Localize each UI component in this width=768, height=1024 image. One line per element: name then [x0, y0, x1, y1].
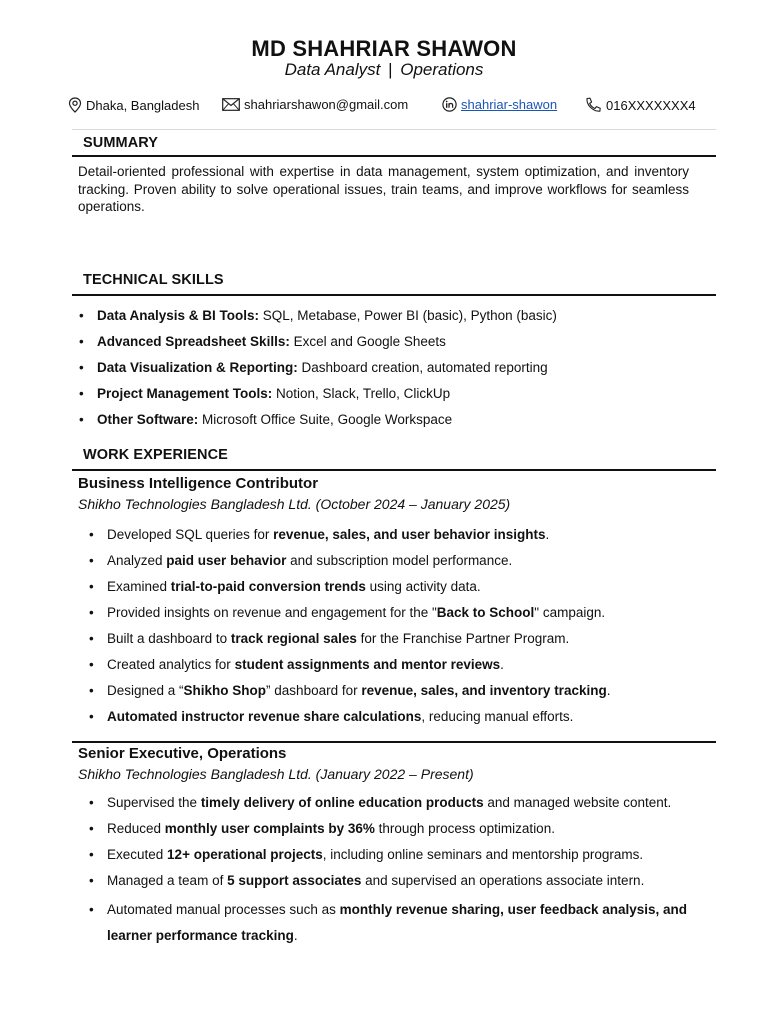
linkedin-icon: [442, 97, 457, 112]
job-divider: [72, 741, 716, 743]
bullet-bold: Shikho Shop: [183, 683, 267, 698]
job-title: Business Intelligence Contributor: [78, 475, 319, 492]
bullet-bold: timely delivery of online education products: [200, 795, 484, 810]
list-item: [107, 525, 610, 551]
experience-heading: WORK EXPERIENCE: [83, 447, 228, 463]
bullet-text: using activity data.: [365, 579, 481, 594]
bullet-text: .: [293, 928, 298, 943]
skill-label: Data Visualization & Reporting:: [97, 360, 298, 375]
envelope-icon: [222, 98, 240, 111]
bullet-text: , reducing manual efforts.: [421, 709, 574, 724]
bullet-bold: student assignments and mentor reviews: [234, 657, 501, 672]
bullet-text: Reduced: [107, 821, 165, 836]
summary-text: Detail-oriented professional with expertise in data management, system optimization, and inventory tracking. Proven ability to solve operational issues, train teams, and improve workflows for seamless operations.: [78, 164, 689, 214]
bullet-text: Provided insights on revenue and engagement for the ": [107, 605, 437, 620]
bullet-text: through process optimization.: [374, 821, 555, 836]
bullet-text: and supervised an operations associate intern.: [361, 873, 645, 888]
experience-rule: [72, 469, 716, 471]
role-separator: |: [388, 60, 393, 79]
bullet-text: .: [500, 657, 504, 672]
bullet-text: and subscription model performance.: [286, 553, 513, 568]
location-pin-icon: [68, 97, 82, 113]
list-item: [107, 655, 610, 681]
skill-value: Microsoft Office Suite, Google Workspace: [198, 412, 453, 427]
list-item: [107, 897, 707, 949]
contact-linkedin[interactable]: [442, 97, 557, 112]
bullet-text: .: [606, 683, 611, 698]
contact-phone: [584, 97, 696, 113]
list-item: [107, 845, 707, 871]
list-item: [107, 707, 610, 733]
bullet-text: Automated manual processes such as: [107, 902, 340, 917]
bullet-text: , including online seminars and mentorship programs.: [322, 847, 644, 862]
skill-value: Excel and Google Sheets: [289, 334, 446, 349]
bullet-text: Analyzed: [107, 553, 167, 568]
job-bullets: [107, 793, 707, 949]
list-item: [107, 577, 610, 603]
job-title: Senior Executive, Operations: [78, 745, 287, 762]
skill-item: [97, 306, 557, 332]
skill-value: Dashboard creation, automated reporting: [297, 360, 548, 375]
list-item: [107, 551, 610, 577]
email-text[interactable]: shahriarshawon@gmail.com: [244, 97, 409, 112]
bullet-text: Created analytics for: [107, 657, 235, 672]
skills-heading: TECHNICAL SKILLS: [83, 272, 224, 288]
bullet-bold: track regional sales: [230, 631, 357, 646]
skill-label: Project Management Tools:: [97, 386, 273, 401]
candidate-role: [0, 60, 768, 80]
bullet-text: " campaign.: [534, 605, 606, 620]
bullet-bold: Automated instructor revenue share calculations: [107, 709, 422, 724]
bullet-bold: monthly user complaints by 36%: [164, 821, 375, 836]
list-item: [107, 603, 610, 629]
role-sub: Operations: [400, 60, 484, 79]
location-text: Dhaka, Bangladesh: [86, 97, 200, 113]
bullet-bold: paid user behavior: [166, 553, 287, 568]
list-item: [107, 629, 610, 655]
phone-icon: [584, 97, 602, 113]
skills-list: [97, 306, 557, 436]
bullet-text: Built a dashboard to: [107, 631, 231, 646]
bullet-bold: 5 support associates: [227, 873, 362, 888]
bullet-bold: trial-to-paid conversion trends: [170, 579, 366, 594]
bullet-text: Developed SQL queries for: [107, 527, 274, 542]
skill-label: Other Software:: [97, 412, 199, 427]
bullet-bold: revenue, sales, and user behavior insights: [273, 527, 546, 542]
candidate-name: MD SHAHRIAR SHAWON: [251, 36, 517, 61]
contact-email[interactable]: [222, 97, 408, 112]
list-item: [107, 819, 707, 845]
bullet-text: and managed website content.: [483, 795, 672, 810]
skill-label: Data Analysis & BI Tools:: [97, 308, 260, 323]
skills-rule: [72, 294, 716, 296]
contact-bar: [68, 97, 718, 117]
bullet-text: Managed a team of: [107, 873, 228, 888]
bullet-text: for the Franchise Partner Program.: [356, 631, 570, 646]
bullet-text: Designed a “: [107, 683, 184, 698]
bullet-bold: Back to School: [436, 605, 535, 620]
summary-heading: SUMMARY: [83, 135, 159, 151]
skill-value: Notion, Slack, Trello, ClickUp: [272, 386, 451, 401]
list-item: [107, 681, 610, 707]
skill-value: SQL, Metabase, Power BI (basic), Python (basic): [259, 308, 557, 323]
phone-text: 016XXXXXXX4: [606, 97, 696, 113]
skill-item: [97, 410, 557, 436]
bullet-text: ” dashboard for: [266, 683, 362, 698]
bullet-text: Supervised the: [107, 795, 201, 810]
header-divider: [72, 129, 716, 130]
summary-rule: [72, 155, 716, 157]
bullet-text: .: [545, 527, 550, 542]
list-item: [107, 793, 707, 819]
list-item: [107, 871, 707, 897]
job-company-dates: Shikho Technologies Bangladesh Ltd. (January 2022 – Present): [78, 766, 474, 782]
skill-label: Advanced Spreadsheet Skills:: [97, 334, 290, 349]
skill-item: [97, 358, 557, 384]
bullet-text: Executed: [107, 847, 168, 862]
role-main: Data Analyst: [284, 60, 381, 79]
bullet-bold: revenue, sales, and inventory tracking: [361, 683, 607, 698]
skill-item: [97, 332, 557, 358]
linkedin-link[interactable]: shahriar-shawon: [461, 97, 558, 112]
bullet-bold: 12+ operational projects: [167, 847, 323, 862]
job-bullets: [107, 525, 610, 733]
job-company-dates: Shikho Technologies Bangladesh Ltd. (October 2024 – January 2025): [78, 496, 511, 512]
bullet-bold: monthly revenue sharing, user feedback analysis, and learner performance tracking: [107, 902, 687, 943]
contact-location: [68, 97, 199, 113]
bullet-text: Examined: [107, 579, 171, 594]
skill-item: [97, 384, 557, 410]
